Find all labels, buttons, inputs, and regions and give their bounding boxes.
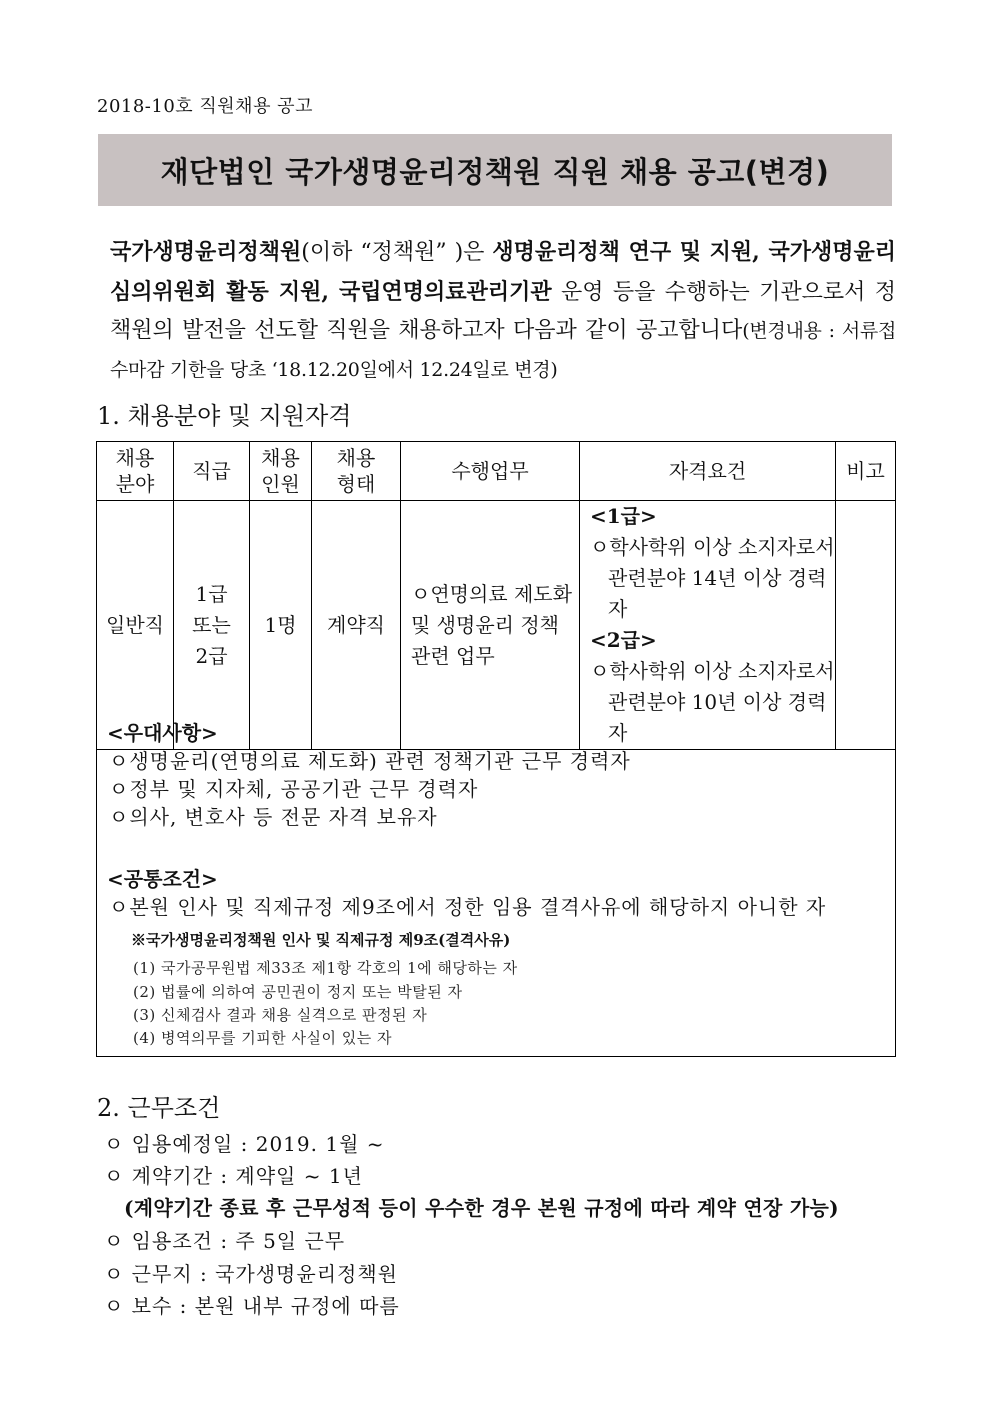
list-item: ㅇ 계약기간 : 계약일 ~ 1년 (104, 1164, 363, 1188)
contract-note: (계약기간 종료 후 근무성적 등이 우수한 경우 본원 규정에 따라 계약 연장 가능) (124, 1196, 839, 1220)
intro-duties: 생명윤리정책 연구 및 지원, 국가생명윤리심의위원회 활동 지원, 국립연명의료관리기관 (110, 239, 896, 305)
list-item: ㅇ 보수 : 본원 내부 규정에 따름 (104, 1294, 400, 1318)
intro-change-note: (변경내용 : 서류접수마감 기한을 당초 ‘18.12.20일에서 12.24일로 변경) (110, 320, 896, 381)
intro-text-2: 운영 등을 수행하는 기관으로서 정책원의 발전을 선도할 직원을 채용하고자 다음과 같이 공고합니다 (110, 279, 896, 343)
list-item: ㅇ 임용조건 : 주 5일 근무 (104, 1229, 346, 1253)
page-title: 재단법인 국가생명윤리정책원 직원 채용 공고(변경) (160, 154, 830, 189)
recruitment-table (96, 441, 896, 750)
title-banner (98, 134, 892, 206)
section1-heading: 1. 채용분야 및 지원자격 (97, 402, 352, 430)
intro-org-name: 국가생명윤리정책원 (110, 239, 302, 265)
header-field: 채용 분야 (97, 442, 174, 501)
list-item: (3) 신체검사 결과 채용 실격으로 판정된 자 (133, 1006, 428, 1024)
common-title: <공통조건> (107, 867, 218, 891)
rule-ref-title: ※국가생명윤리정책원 인사 및 직제규정 제9조(결격사유) (131, 931, 511, 949)
intro-paragraph (110, 233, 896, 389)
header-headcount: 채용 인원 (250, 442, 312, 501)
header-note: 비고 (836, 442, 896, 501)
list-item: ㅇ의사, 변호사 등 전문 자격 보유자 (109, 805, 438, 829)
notice-number: 2018-10호 직원채용 공고 (97, 96, 313, 117)
cell-qualification: <1급> ㅇ학사학위 이상 소지자로서 관련분야 14년 이상 경력자 <2급> ㅇ학사학위 이상 소지자로서 관련분야 10년 이상 경력자 (580, 501, 836, 750)
header-duty: 수행업무 (401, 442, 580, 501)
list-item: ㅇ생명윤리(연명의료 제도화) 관련 정책기관 근무 경력자 (109, 749, 631, 773)
cell-type: 계약직 (312, 501, 401, 750)
list-item: ㅇ 근무지 : 국가생명윤리정책원 (104, 1262, 398, 1286)
cell-duty: ㅇ연명의료 제도화 및 생명윤리 정책 관련 업무 (401, 501, 580, 750)
list-item: ㅇ 임용예정일 : 2019. 1월 ~ (104, 1132, 385, 1156)
list-item: (2) 법률에 의하여 공민권이 정지 또는 박탈된 자 (133, 983, 463, 1001)
list-item: (1) 국가공무원법 제33조 제1항 각호의 1에 해당하는 자 (133, 959, 518, 977)
cell-grade: 1급 또는 2급 (174, 501, 250, 750)
section2-heading: 2. 근무조건 (97, 1094, 221, 1122)
table-header-row (97, 442, 896, 501)
header-grade: 직급 (174, 442, 250, 501)
list-item: (4) 병역의무를 기피한 사실이 있는 자 (133, 1029, 392, 1047)
preference-title: <우대사항> (107, 721, 218, 745)
list-item: ㅇ정부 및 지자체, 공공기관 근무 경력자 (109, 777, 479, 801)
header-qualification: 자격요건 (580, 442, 836, 501)
common-item: ㅇ본원 인사 및 직제규정 제9조에서 정한 임용 결격사유에 해당하지 아니한 자 (109, 895, 827, 919)
cell-headcount: 1명 (250, 501, 312, 750)
conditions-box (96, 711, 896, 1057)
intro-text-1: (이하 “정책원” )은 (301, 240, 493, 265)
cell-field: 일반직 (97, 501, 174, 750)
header-type: 채용 형태 (312, 442, 401, 501)
